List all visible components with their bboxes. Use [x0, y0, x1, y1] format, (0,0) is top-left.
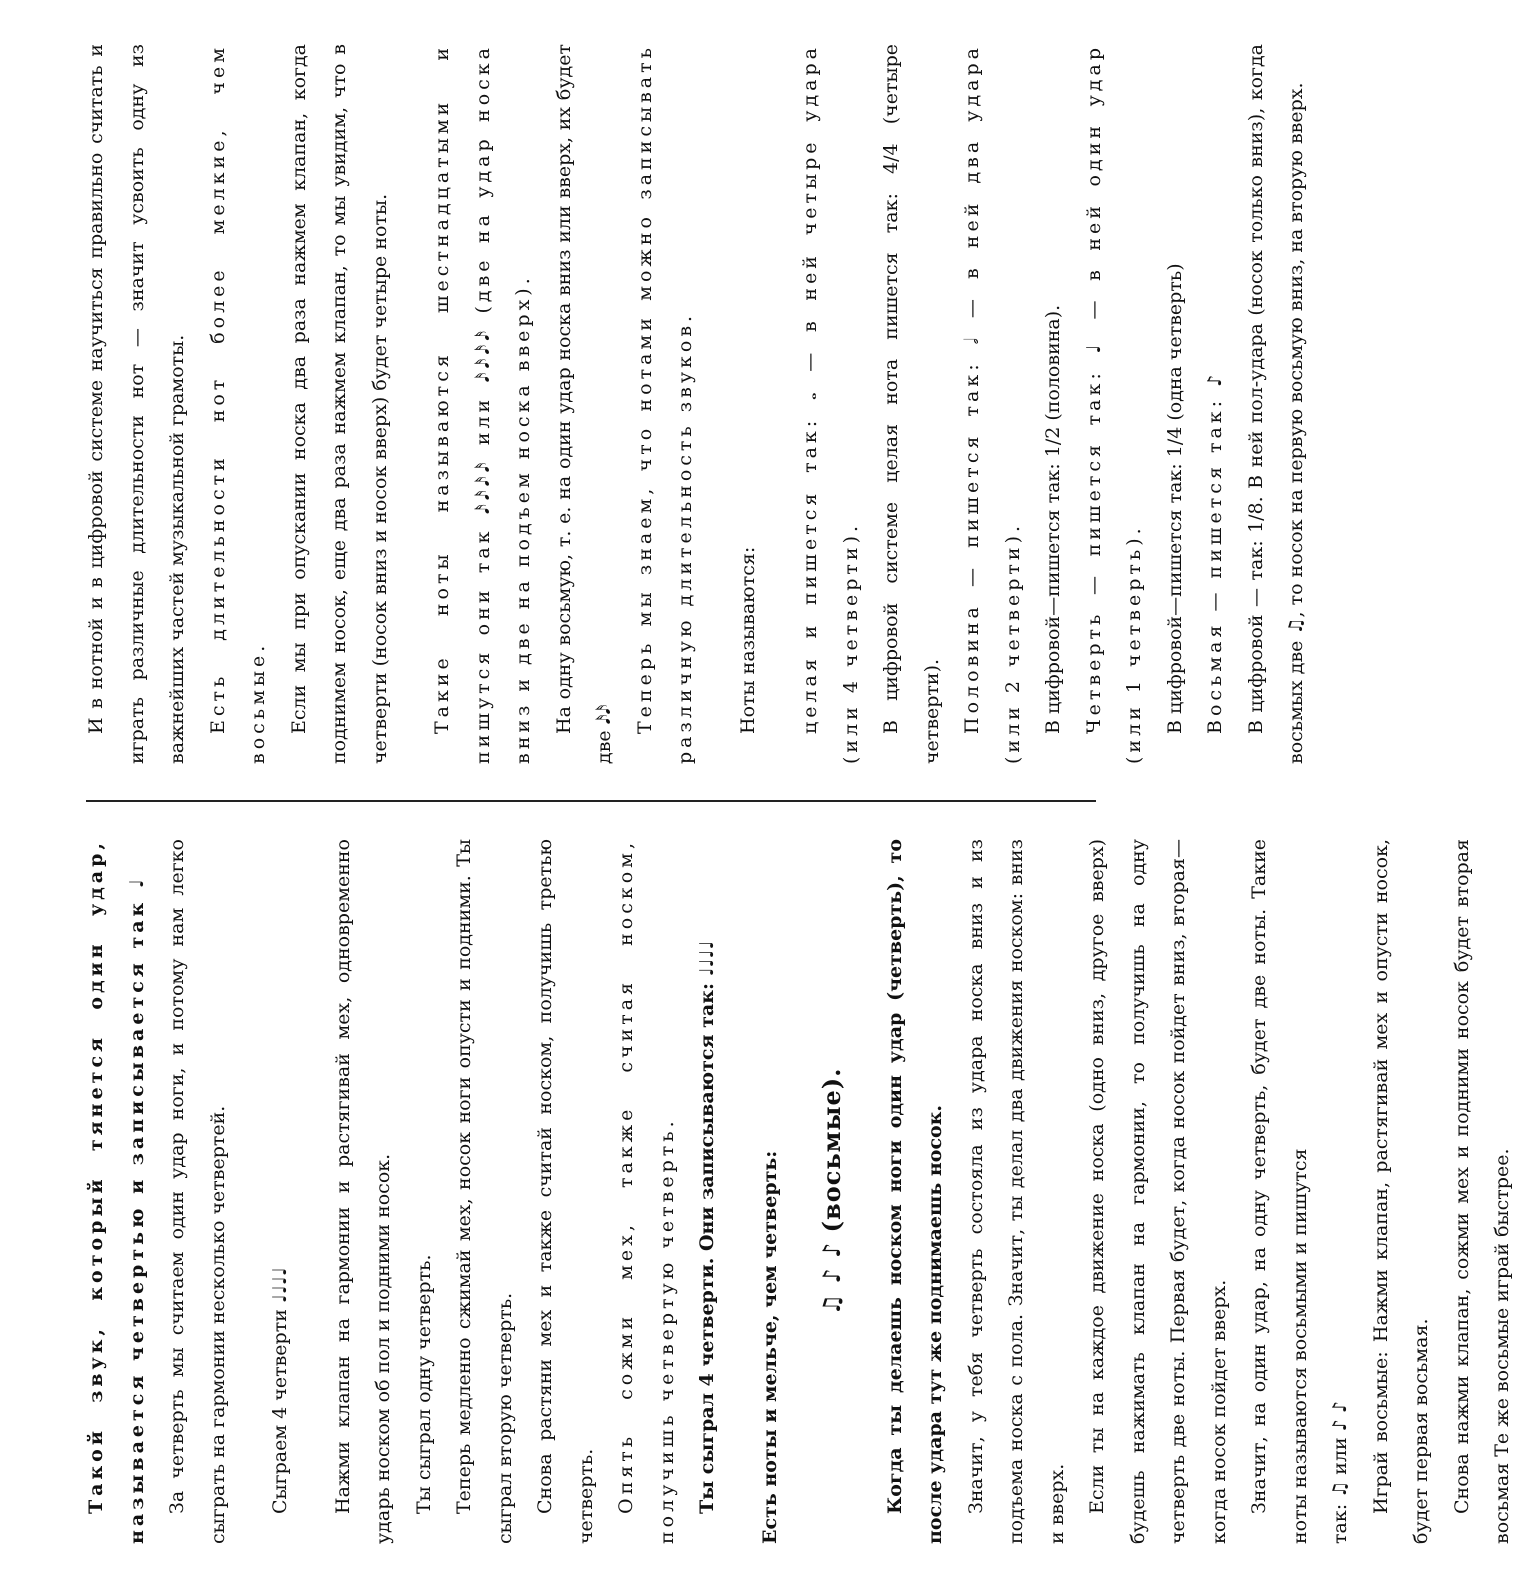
paragraph: Значит, у тебя четверть состояла из удара носка вниз и из подъема носка с пола. Значит, ты делал два движения носком: вниз и вверх. [964, 839, 1067, 1544]
paragraph: Четверть — пишется так: ♩ — в ней один удар (или 1 четверть). [1082, 44, 1145, 764]
paragraph: Сыграем 4 четверти ♩♩♩♩ [268, 1267, 291, 1514]
paragraph: Теперь мы знаем, что нотами можно записывать различную длительность звуков. [633, 44, 696, 764]
eighth-notes-example: ♫ ♪ ♪ (восьмые). [816, 1067, 846, 1316]
right-column [76, 44, 1307, 774]
paragraph: В цифровой—пишется так: 1/4 (одна четверть) [1163, 263, 1185, 734]
paragraph: Когда ты делаешь носком ноги один удар (четверть), то после удара тут же поднимаешь носок. [883, 839, 946, 1544]
paragraph: В цифровой — так: 1/8. В ней пол-удара (носок только вниз), когда восьмых две ♫, то носок на первую восьмую вниз, на вторую вверх. [1244, 44, 1307, 764]
paragraph: За четверть мы считаем один удар ноги, и потому нам легко сыграть на гармонии несколько четвертей. [165, 839, 228, 1544]
paragraph: так: ♫ или ♪ ♪ [1328, 1401, 1351, 1544]
left-column [76, 829, 1513, 1544]
paragraph: Опять сожми мех, также считая носком, получишь четвертую четверть. [614, 839, 677, 1544]
paragraph: Нажми клапан на гармонии и растягивай мех, одновременно ударь носком об пол и подними носок. [331, 839, 394, 1544]
paragraph: И в нотной и в цифровой системе научиться правильно считать и играть различные длительности нот — значит усвоить одну из важнейших частей музыкальной грамоты. [84, 44, 188, 764]
paragraph: Если мы при опускании носка два раза нажмем клапан, когда поднимем носок, еще два раза нажмем клапан, то мы увидим, что в четверти (носок вниз и носок вверх) будет четыре ноты. [287, 44, 390, 764]
paragraph: Ты сыграл одну четверть. [412, 1254, 434, 1514]
paragraph: Ноты называются: [736, 546, 758, 734]
paragraph: В цифровой системе целая нота пишется так: 4/4 (четыре четверти). [879, 44, 942, 764]
paragraph: Играй восьмые: Нажми клапан, растягивай мех и опусти носок, будет первая восьмая. [1369, 839, 1432, 1544]
paragraph: Значит, на один удар, на одну четверть, будет две ноты. Такие ноты называются восьмыми и пишутся [1247, 839, 1310, 1544]
paragraph: целая и пишется так: 𝅝 — в ней четыре удара (или 4 четверти). [798, 44, 861, 764]
rotated-spread [76, 44, 1513, 1544]
paragraph: Ты сыграл 4 четверти. Они записываются так: ♩♩♩♩ [695, 940, 718, 1514]
paragraph: Теперь медленно сжимай мех, носок ноги опусти и подними. Ты сыграл вторую четверть. [452, 839, 515, 1544]
paragraph: Снова нажми клапан, сожми мех и подними носок будет вторая восьмая Те же восьмые играй быстрее. [1450, 839, 1513, 1544]
paragraph: Такой звук, который тянется один удар, называется четвертью и записывается так ♩ [84, 839, 147, 1544]
paragraph: Есть длительности нот более мелкие, чем восьмые. [206, 44, 269, 764]
paragraph: Если ты на каждое движение носка (одно вниз, другое вверх) будешь нажимать клапан на гармонии, то получишь на одну четверть две ноты. Первая будет, когда носок пойдет вниз, вторая—когда носок пойдет вверх. [1085, 839, 1229, 1544]
paragraph: На одну восьмую, т. е. на один удар носка вниз или вверх, их будет две 𝅘𝅥𝅯𝅘𝅥𝅯 [552, 44, 615, 764]
paragraph: В цифровой—пишется так: 1/2 (половина). [1041, 304, 1064, 734]
column-divider [86, 800, 1096, 802]
paragraph: Есть ноты и мельче, чем четверть: [758, 1150, 780, 1544]
paragraph: Восьмая — пишется так: ♪ [1203, 370, 1226, 734]
paragraph: Снова растяни мех и также считай носком, получишь третью четверть. [533, 839, 596, 1544]
paragraph: Такие ноты называются шестнадцатыми и пишутся они так 𝅘𝅥𝅯𝅘𝅥𝅯𝅘𝅥𝅯𝅘𝅥𝅯 или 𝅘𝅥𝅯𝅘𝅥𝅯𝅘𝅥𝅯𝅘𝅥𝅯 (две на удар носка вниз и две на подъем носка вверх). [430, 44, 534, 764]
paragraph: Половина — пишется так: 𝅗𝅥 — в ней два удара (или 2 четверти). [960, 44, 1023, 764]
